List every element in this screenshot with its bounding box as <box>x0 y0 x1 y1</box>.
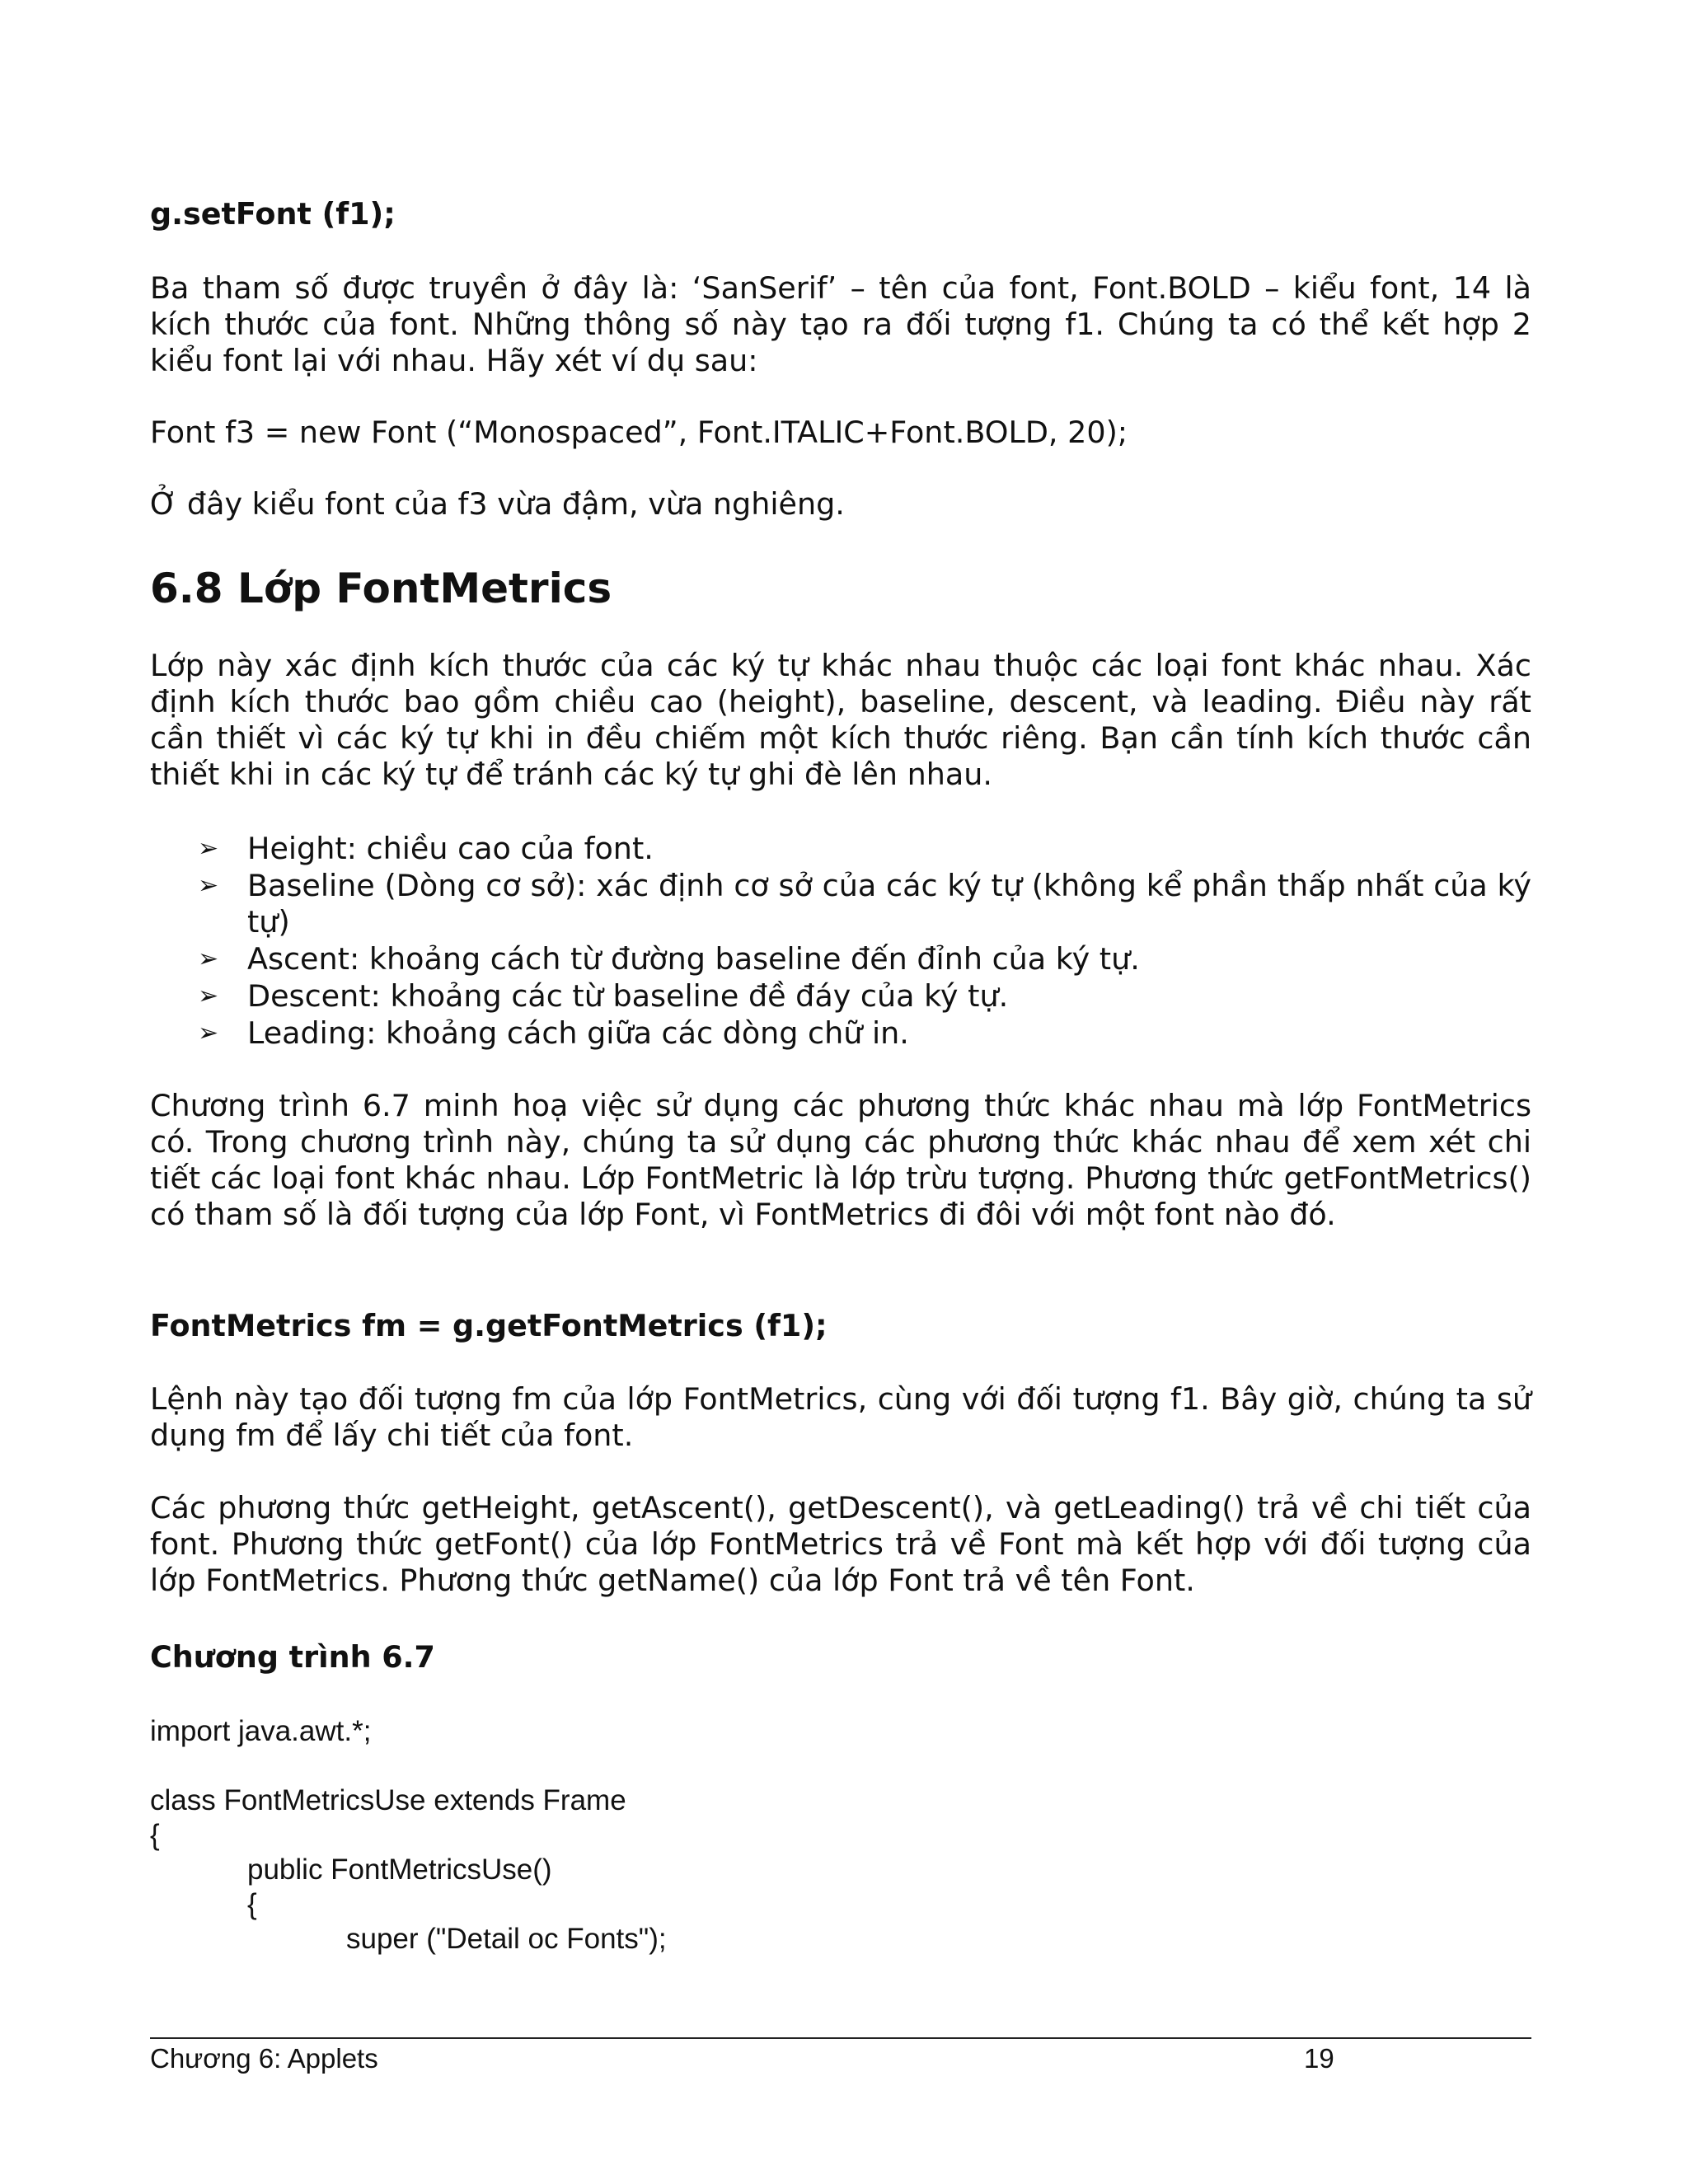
code-line-super: super ("Detail oc Fonts"); <box>346 1923 667 1955</box>
paragraph-f3: Ở đây kiểu font của f3 vừa đậm, vừa nghiêng. <box>150 486 845 522</box>
arrow-bullet-icon: ➢ <box>198 834 219 863</box>
program-title: Chương trình 6.7 <box>150 1639 435 1675</box>
code-line-constructor: public FontMetricsUse() <box>247 1854 552 1886</box>
section-heading: 6.8 Lớp FontMetrics <box>150 565 612 612</box>
code-line-class: class FontMetricsUse extends Frame <box>150 1784 626 1816</box>
paragraph-intro: Lớp này xác định kích thước của các ký tự khác nhau thuộc các loại font khác nhau. Xác định kích thước bao gồm chiều cao (height), baseline, descent, và leading. Điều này rất cần thiết vì các ký tự khi in đều chiếm một kích thước riêng. Bạn cần tính kích thước cần thiết khi in các ký tự để tránh các ký tự ghi đè lên nhau. <box>150 648 1531 792</box>
list-item-text: Height: chiều cao của font. <box>247 831 654 866</box>
list-item-text: Ascent: khoảng cách từ đường baseline đến đỉnh của ký tự. <box>247 941 1140 977</box>
code-fontmetrics: FontMetrics fm = g.getFontMetrics (f1); <box>150 1308 828 1343</box>
footer-divider <box>150 2037 1531 2039</box>
footer-page-number: 19 <box>1304 2043 1334 2074</box>
arrow-bullet-icon: ➢ <box>198 944 219 973</box>
list-item-text: Leading: khoảng cách giữa các dòng chữ in. <box>247 1015 909 1051</box>
code-line-brace: { <box>247 1888 257 1920</box>
footer-chapter: Chương 6: Applets <box>150 2043 378 2074</box>
list-item-text: Baseline (Dòng cơ sở): xác định cơ sở của các ký tự (không kể phần thấp nhất của ký tự) <box>247 868 1531 940</box>
arrow-bullet-icon: ➢ <box>198 982 219 1010</box>
code-setfont: g.setFont (f1); <box>150 196 396 232</box>
arrow-bullet-icon: ➢ <box>198 1019 219 1047</box>
paragraph-params: Ba tham số được truyền ở đây là: ‘SanSerif’ – tên của font, Font.BOLD – kiểu font, 14 là kích thước của font. Những thông số này tạo ra đối tượng f1. Chúng ta có thể kết hợp 2 kiểu font lại với nhau. Hãy xét ví dụ sau: <box>150 270 1531 378</box>
code-line-brace: { <box>150 1819 160 1851</box>
list-item <box>150 1015 1531 1052</box>
list-item <box>150 941 1531 977</box>
arrow-bullet-icon: ➢ <box>198 871 219 900</box>
bullet-list <box>150 831 1531 1052</box>
paragraph-fm: Lệnh này tạo đối tượng fm của lớp FontMetrics, cùng với đối tượng f1. Bây giờ, chúng ta sử dụng fm để lấy chi tiết của font. <box>150 1381 1531 1453</box>
list-item <box>150 831 1531 867</box>
list-item-text: Descent: khoảng các từ baseline đề đáy của ký tự. <box>247 978 1009 1014</box>
paragraph-program: Chương trình 6.7 minh hoạ việc sử dụng các phương thức khác nhau mà lớp FontMetrics có. Trong chương trình này, chúng ta sử dụng các phương thức khác nhau để xem xét chi tiết các loại font khác nhau. Lớp FontMetric là lớp trừu tượng. Phương thức getFontMetrics() có tham số là đối tượng của lớp Font, vì FontMetrics đi đôi với một font nào đó. <box>150 1088 1531 1232</box>
list-item <box>150 868 1531 940</box>
paragraph-methods: Các phương thức getHeight, getAscent(), getDescent(), và getLeading() trả về chi tiết của font. Phương thức getFont() của lớp FontMetrics trả về Font mà kết hợp với đối tượng của lớp FontMetrics. Phương thức getName() của lớp Font trả về tên Font. <box>150 1490 1531 1598</box>
code-font-f3: Font f3 = new Font (“Monospaced”, Font.ITALIC+Font.BOLD, 20); <box>150 415 1128 450</box>
code-line-import: import java.awt.*; <box>150 1715 372 1747</box>
list-item <box>150 978 1531 1015</box>
